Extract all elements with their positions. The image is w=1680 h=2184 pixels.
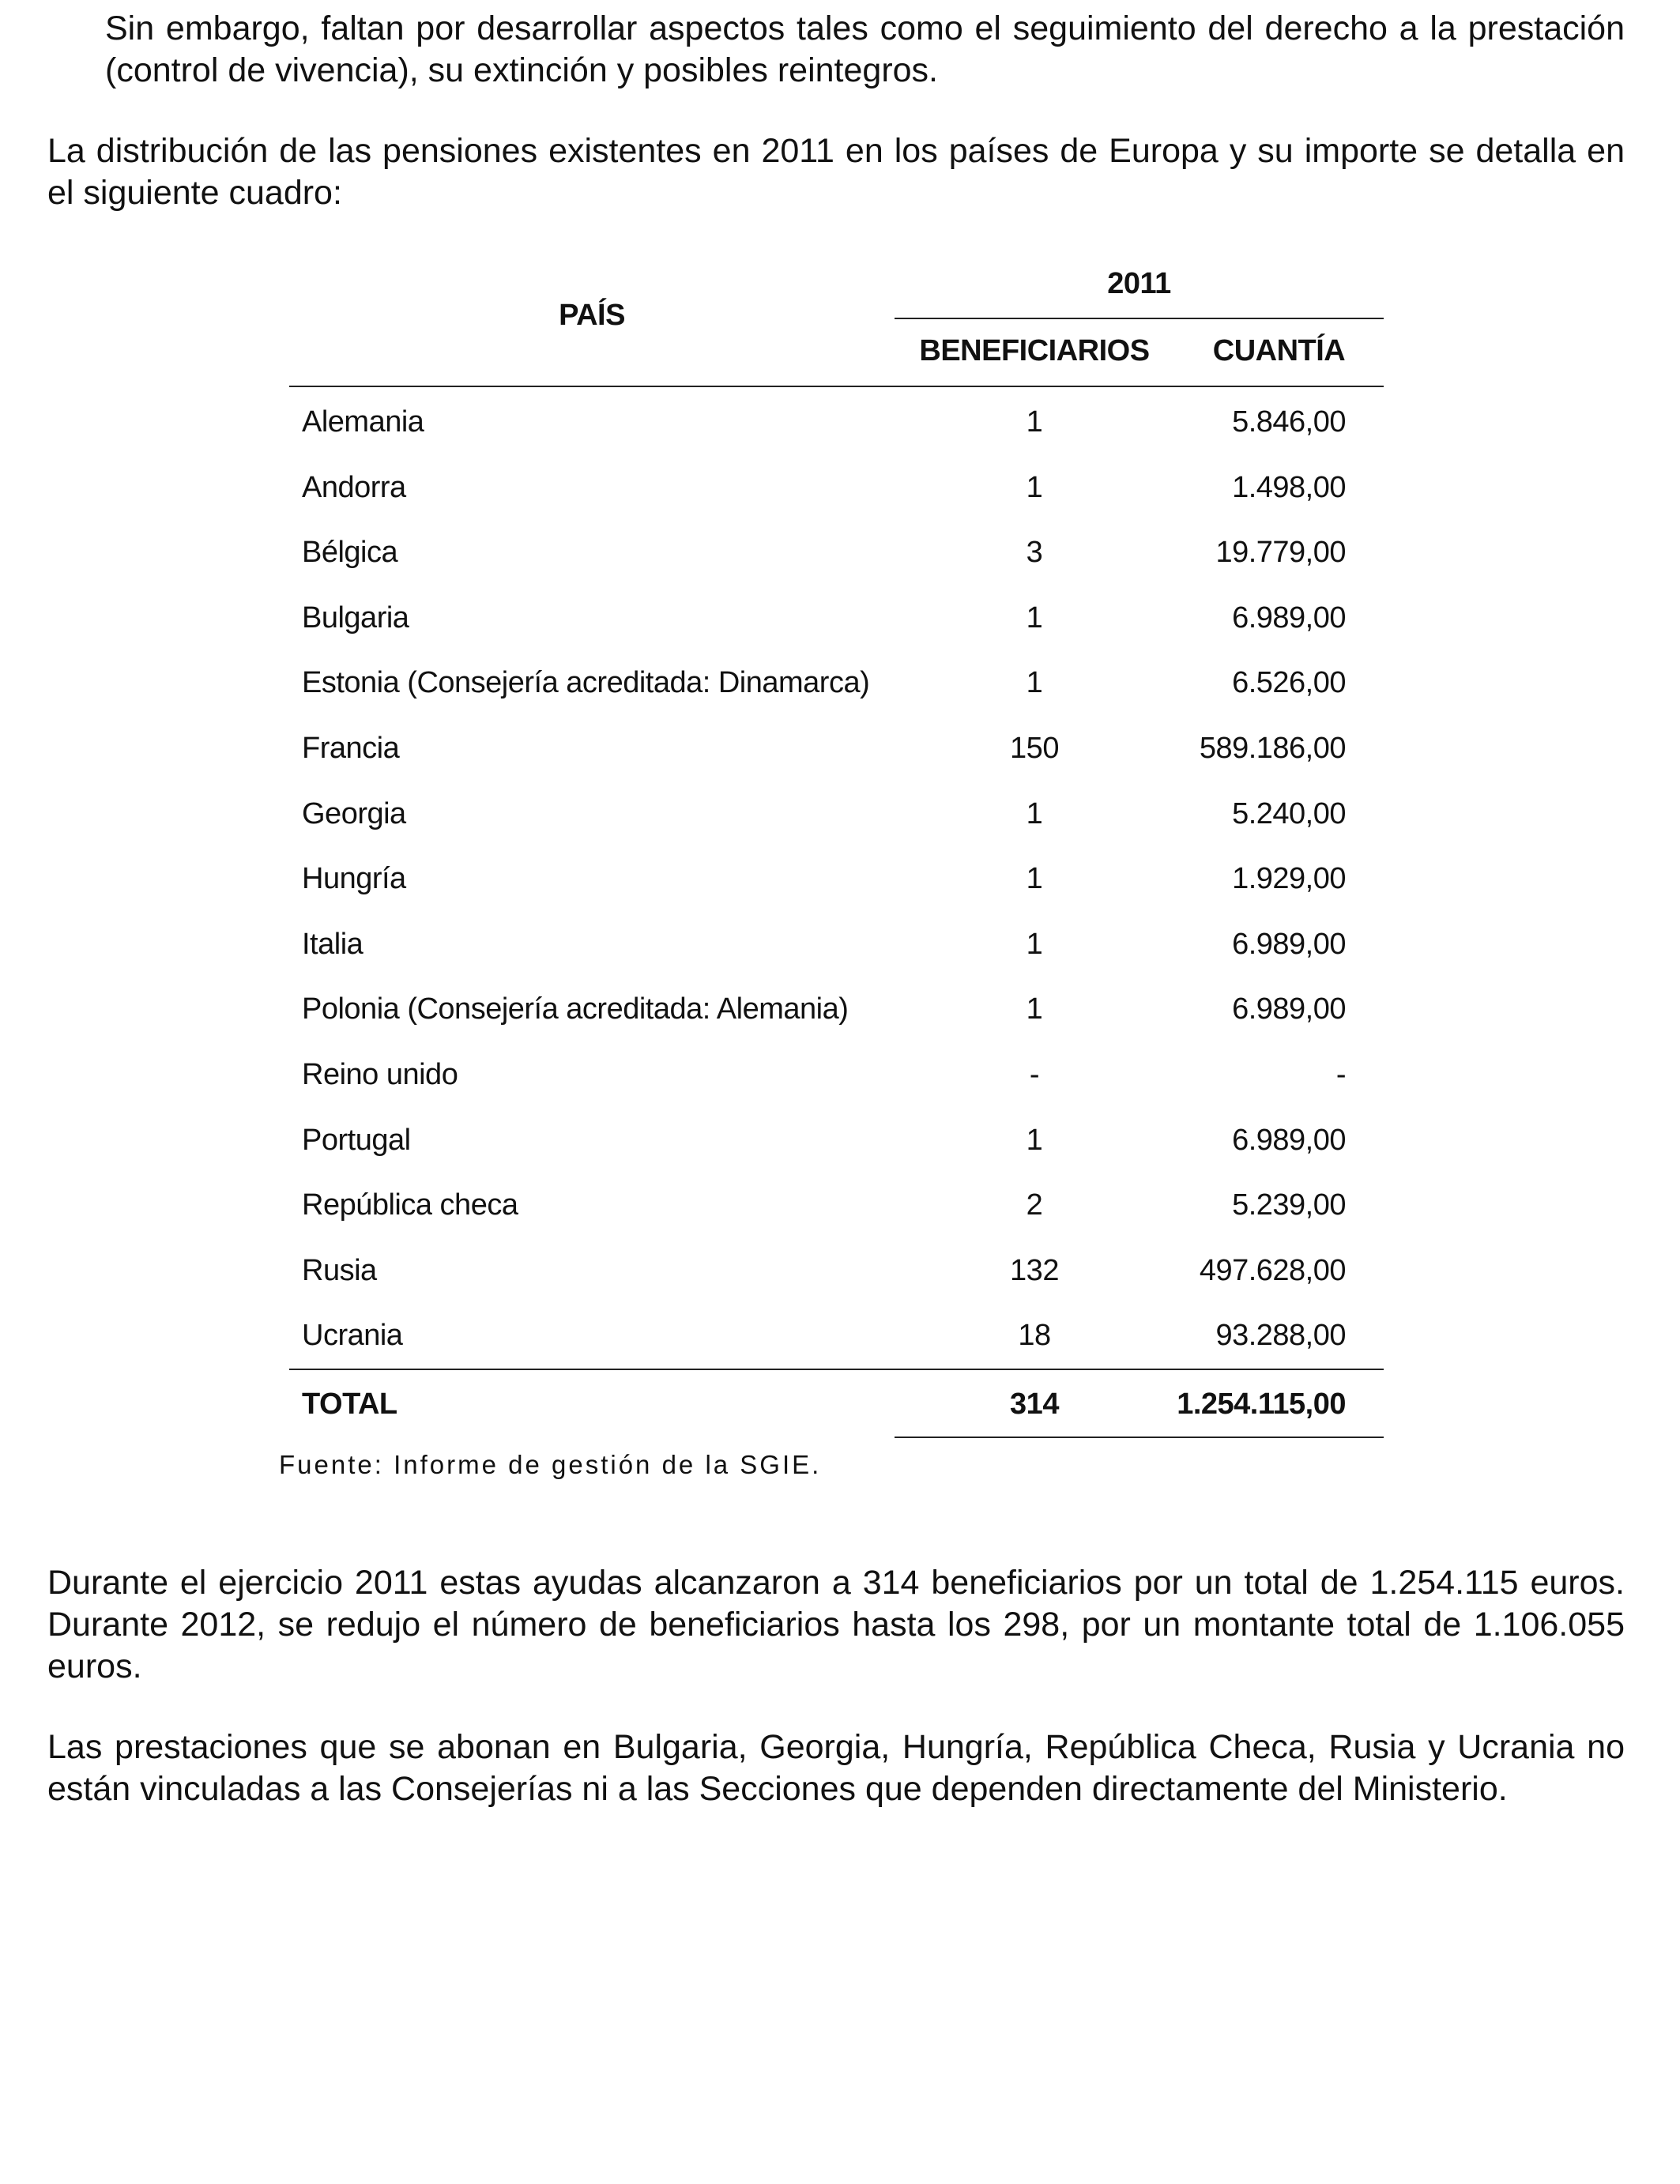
- total-beneficiaries: 314: [1010, 1388, 1059, 1421]
- beneficiaries-cell: 132: [1010, 1253, 1059, 1287]
- country-cell: Bulgaria: [302, 601, 409, 634]
- amount-cell: 1.929,00: [1232, 862, 1346, 896]
- table-row: [289, 650, 1384, 716]
- total-bottom-rule-left: [895, 1437, 1174, 1438]
- country-cell: Ucrania: [302, 1319, 403, 1353]
- header-country: PAÍS: [559, 299, 625, 332]
- amount-cell: -: [1335, 1057, 1346, 1091]
- amount-cell: 1.498,00: [1232, 470, 1346, 504]
- country-cell: Polonia (Consejería acreditada: Alemania): [302, 992, 849, 1026]
- total-top-rule: [289, 1369, 1384, 1370]
- beneficiaries-cell: -: [1029, 1057, 1040, 1091]
- total-label: TOTAL: [302, 1388, 397, 1421]
- table-total-row: [289, 1372, 1384, 1437]
- table-row: [289, 390, 1384, 455]
- country-cell: Alemania: [302, 405, 424, 439]
- amount-cell: 497.628,00: [1199, 1253, 1346, 1287]
- table-row: [289, 1238, 1384, 1304]
- table-row: [289, 455, 1384, 521]
- amount-cell: 6.989,00: [1232, 992, 1346, 1026]
- beneficiaries-cell: 150: [1010, 731, 1059, 765]
- beneficiaries-cell: 1: [1026, 1123, 1043, 1157]
- table-row: [289, 520, 1384, 586]
- table-row: [289, 912, 1384, 977]
- beneficiaries-cell: 1: [1026, 405, 1043, 439]
- header-beneficiaries: BENEFICIARIOS: [919, 334, 1150, 367]
- total-bottom-rule-right: [1174, 1437, 1384, 1438]
- amount-cell: 6.526,00: [1232, 666, 1346, 700]
- table-row: [289, 781, 1384, 847]
- amount-cell: 6.989,00: [1232, 601, 1346, 634]
- paragraph-summary-2011-2012: Durante el ejercicio 2011 estas ayudas alcanzaron a 314 beneficiarios por un total de 1.254.115 euros. Durante 2012, se redujo el número de beneficiarios hasta los 298, por un montante total de 1.106.055 euros.: [47, 1564, 1625, 1685]
- beneficiaries-cell: 1: [1026, 796, 1043, 830]
- country-cell: Reino unido: [302, 1057, 458, 1091]
- header-bottom-rule: [289, 386, 1384, 387]
- amount-cell: 5.239,00: [1232, 1188, 1346, 1222]
- beneficiaries-cell: 1: [1026, 666, 1043, 700]
- table-row: [289, 1173, 1384, 1238]
- beneficiaries-cell: 2: [1026, 1188, 1043, 1222]
- table-row: [289, 586, 1384, 651]
- beneficiaries-cell: 3: [1026, 536, 1043, 570]
- amount-cell: 6.989,00: [1232, 1123, 1346, 1157]
- table-body: [289, 390, 1384, 1369]
- country-cell: República checa: [302, 1188, 518, 1222]
- amount-cell: 5.240,00: [1232, 796, 1346, 830]
- table-row: [289, 1303, 1384, 1369]
- table-row: [289, 1042, 1384, 1108]
- beneficiaries-cell: 1: [1026, 927, 1043, 961]
- amount-cell: 6.989,00: [1232, 927, 1346, 961]
- table-row: [289, 977, 1384, 1042]
- header-year: 2011: [1107, 267, 1171, 300]
- table-row: [289, 1108, 1384, 1173]
- amount-cell: 5.846,00: [1232, 405, 1346, 439]
- country-cell: Estonia (Consejería acreditada: Dinamarca): [302, 666, 870, 700]
- country-cell: Andorra: [302, 470, 406, 504]
- beneficiaries-cell: 1: [1026, 601, 1043, 634]
- country-cell: Francia: [302, 731, 400, 765]
- beneficiaries-cell: 1: [1026, 862, 1043, 896]
- beneficiaries-cell: 1: [1026, 992, 1043, 1026]
- country-cell: Italia: [302, 927, 363, 961]
- country-cell: Portugal: [302, 1123, 411, 1157]
- paragraph-table-intro: La distribución de las pensiones existentes en 2011 en los países de Europa y su importe se detalla en el siguiente cuadro:: [47, 132, 1625, 212]
- country-cell: Rusia: [302, 1253, 377, 1287]
- table-row: [289, 716, 1384, 781]
- beneficiaries-cell: 18: [1018, 1319, 1051, 1353]
- country-cell: Georgia: [302, 796, 406, 830]
- amount-cell: 19.779,00: [1215, 536, 1346, 570]
- table-source-note: Fuente: Informe de gestión de la SGIE.: [279, 1450, 822, 1479]
- paragraph-linked-consejerias: Las prestaciones que se abonan en Bulgaria, Georgia, Hungría, República Checa, Rusia y Ucrania no están vinculadas a las Consejerías ni a las Secciones que dependen directamente del Ministerio.: [47, 1728, 1625, 1808]
- header-year-rule: [895, 318, 1384, 319]
- total-amount: 1.254.115,00: [1177, 1388, 1346, 1421]
- header-amount: CUANTÍA: [1212, 334, 1346, 367]
- amount-cell: 93.288,00: [1215, 1319, 1346, 1353]
- country-cell: Bélgica: [302, 536, 398, 570]
- country-cell: Hungría: [302, 862, 406, 896]
- amount-cell: 589.186,00: [1199, 731, 1346, 765]
- table-row: [289, 846, 1384, 912]
- paragraph-intro: Sin embargo, faltan por desarrollar aspectos tales como el seguimiento del derecho a la prestación (control de vivencia), su extinción y posibles reintegros.: [105, 9, 1625, 89]
- beneficiaries-cell: 1: [1026, 470, 1043, 504]
